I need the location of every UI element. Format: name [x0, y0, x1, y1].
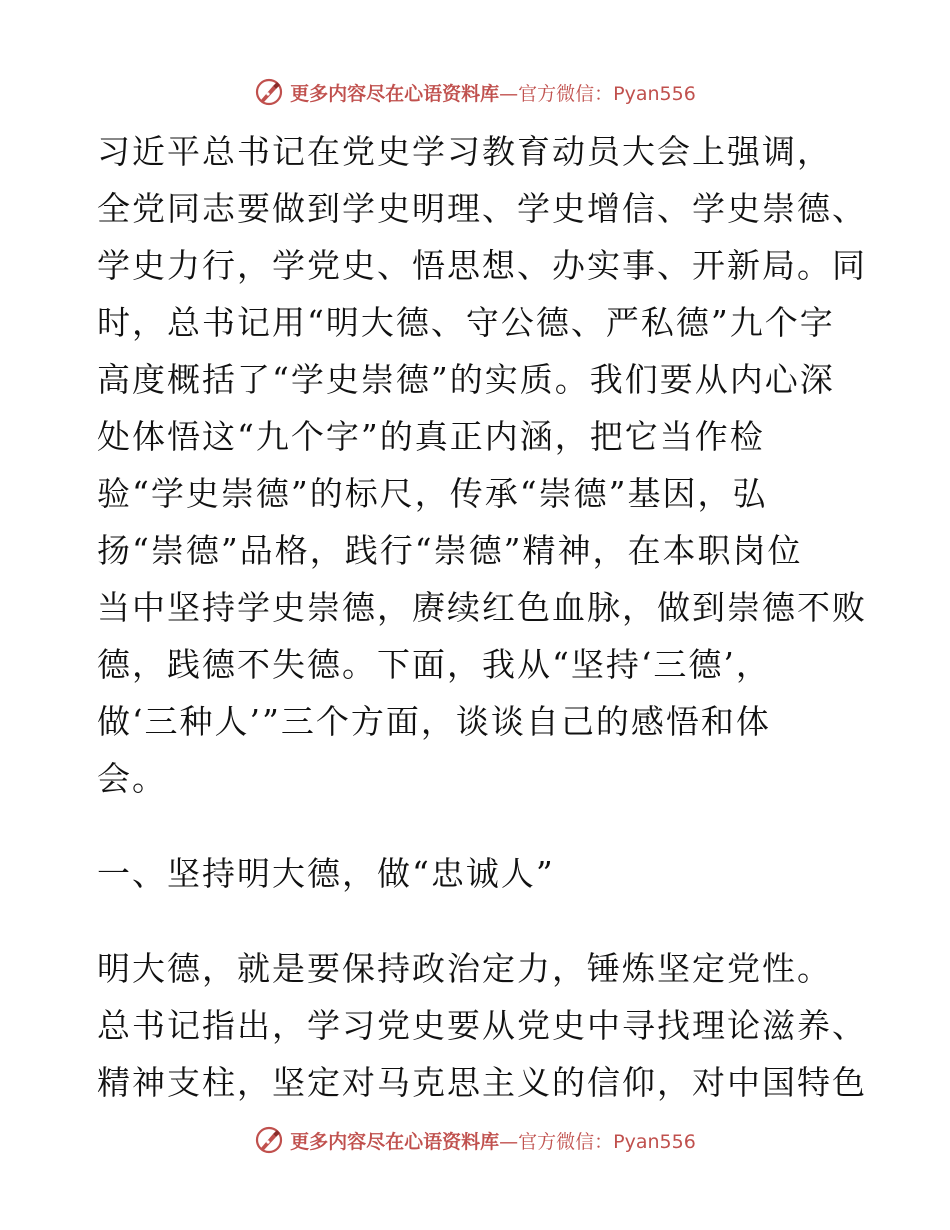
- footer-watermark: [0, 1120, 950, 1160]
- watermark-brand-text: 更多内容尽在心语资料库: [290, 1130, 500, 1153]
- text-line: 学史力行，学党史、悟思想、办实事、开新局。同: [97, 246, 867, 285]
- paragraph-intro: [97, 123, 867, 807]
- paragraph-spacer: [97, 902, 857, 940]
- text-line: 总书记指出，学习党史要从党史中寻找理论滋养、: [97, 1006, 867, 1045]
- text-line: 验“学史崇德”的标尺，传承“崇德”基因，弘: [97, 474, 768, 513]
- header-watermark: [0, 72, 950, 112]
- watermark-brand-text: 更多内容尽在心语资料库: [290, 82, 500, 105]
- text-line: 做‘三种人’”三个方面，谈谈自己的感悟和体: [97, 702, 771, 741]
- watermark-contact-text: —官方微信：Pyan556: [499, 1130, 696, 1153]
- text-line: 明大德，就是要保持政治定力，锤炼坚定党性。: [97, 949, 832, 988]
- paragraph-section-one: [97, 940, 867, 1111]
- section-heading: 一、坚持明大德，做“忠诚人”: [97, 854, 555, 893]
- watermark-text: [290, 79, 696, 106]
- text-line: 时，总书记用“明大德、守公德、严私德”九个字: [97, 303, 835, 342]
- fountain-pen-logo-icon: [254, 77, 284, 107]
- watermark-text: [290, 1127, 696, 1154]
- fountain-pen-logo-icon: [254, 1125, 284, 1155]
- text-line: 德，践德不失德。下面，我从“坚持‘三德’，: [97, 645, 771, 684]
- watermark-contact-text: —官方微信：Pyan556: [499, 82, 696, 105]
- text-line: 处体悟这“九个字”的真正内涵，把它当作检: [97, 417, 765, 456]
- text-line: 全党同志要做到学史明理、学史增信、学史崇德、: [97, 189, 867, 228]
- paragraph-spacer: [97, 807, 857, 845]
- text-line: 高度概括了“学史崇德”的实质。我们要从内心深: [97, 360, 835, 399]
- text-line: 扬“崇德”品格，践行“崇德”精神，在本职岗位: [97, 531, 803, 570]
- text-line: 习近平总书记在党史学习教育动员大会上强调，: [97, 132, 832, 171]
- text-line: 会。: [97, 759, 167, 798]
- text-line: 精神支柱，坚定对马克思主义的信仰，对中国特色: [97, 1063, 867, 1102]
- document-body: [97, 123, 867, 1111]
- text-line: 当中坚持学史崇德，赓续红色血脉，做到崇德不败: [97, 588, 867, 627]
